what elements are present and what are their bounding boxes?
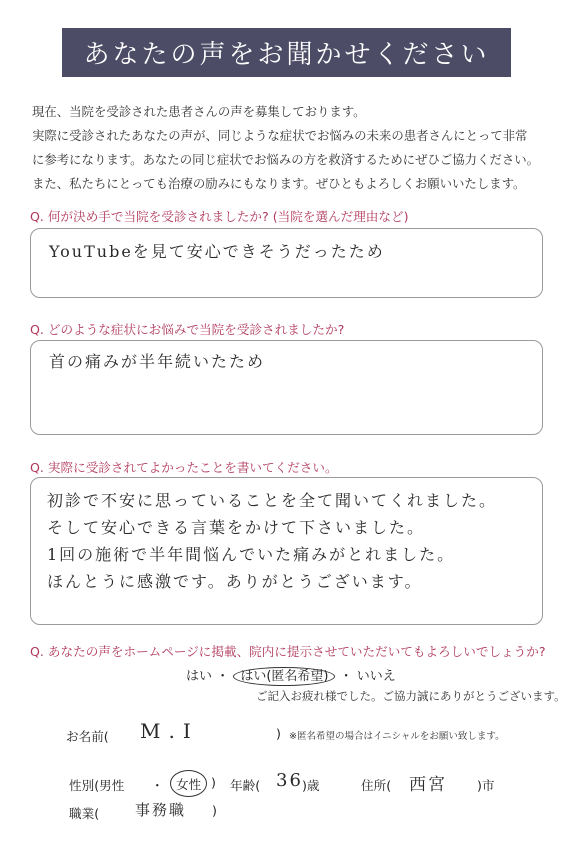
question-3-text: Q. 実際に受診されてよかったことを書いてください。: [30, 460, 338, 475]
gender-separator: ・: [151, 778, 164, 793]
question-3-label: [30, 457, 338, 476]
intro-text: [32, 100, 552, 196]
intro-line: また、私たちにとっても治療の励みにもなります。ぜひともよろしくお願いいたします。: [32, 176, 526, 191]
answer-2-line: 首の痛みが半年続いたため: [49, 352, 266, 371]
consent-separator: ・: [216, 669, 230, 684]
name-value[interactable]: M.I: [140, 719, 199, 743]
gender-close: ): [211, 775, 216, 790]
question-1-note: (当院を選んだ理由など): [272, 209, 409, 224]
age-label: 年齢(: [230, 778, 261, 793]
consent-option-anonymous[interactable]: はい(匿名希望): [233, 667, 335, 686]
address-close: )市: [477, 778, 495, 793]
answer-1-line: YouTubeを見て安心できそうだったため: [49, 242, 385, 261]
intro-line: 実際に受診されたあなたの声が、同じような症状でお悩みの未来の患者さんにとって非常: [32, 128, 528, 143]
consent-option-yes[interactable]: はい: [186, 669, 213, 684]
age-close: )歳: [302, 778, 320, 793]
consent-question-label: Q. あなたの声をホームページに掲載、院内に提示させていただいてもよろしいでしょうか?: [30, 644, 546, 659]
answer-3-line: 初診で不安に思っていることを全て聞いてくれました。: [47, 491, 498, 510]
occupation-value[interactable]: 事務職: [135, 801, 187, 819]
answer-3-line: ほんとうに感激です。ありがとうございます。: [47, 572, 423, 591]
question-1-label: [30, 206, 408, 225]
address-value[interactable]: 西宮: [409, 775, 447, 795]
question-2-label: [30, 319, 344, 338]
name-note: ※匿名希望の場合はイニシャルをお願い致します。: [289, 731, 505, 742]
gender-option-female[interactable]: 女性: [170, 770, 207, 797]
name-label: お名前(: [66, 729, 109, 744]
consent-options: [186, 665, 396, 684]
address-label: 住所(: [361, 778, 392, 793]
answer-3-line: 1回の施術で半年間悩んでいた痛みがとれました。: [47, 545, 456, 564]
occupation-label: 職業(: [69, 806, 100, 821]
page-title: あなたの声をお聞かせください: [62, 28, 511, 77]
gender-label: 性別(男性: [69, 778, 125, 793]
question-2-text: Q. どのような症状にお悩みで当院を受診されましたか?: [30, 322, 345, 337]
intro-line: に参考になります。あなたの同じ症状でお悩みの方を救済するためにぜひご協力ください。: [32, 152, 540, 167]
intro-line: 現在、当院を受診された患者さんの声を募集しております。: [32, 104, 366, 119]
thanks-message: ご記入お疲れ様でした。ご協力誠にありがとうございます。: [256, 689, 566, 703]
name-close: ): [276, 726, 281, 741]
occupation-close: ): [212, 803, 217, 818]
answer-box-2[interactable]: [30, 340, 543, 435]
answer-box-3[interactable]: [30, 477, 543, 625]
consent-option-no[interactable]: いいえ: [356, 669, 396, 684]
consent-separator: ・: [339, 669, 353, 684]
age-value[interactable]: 36: [276, 770, 303, 791]
question-1-text: Q. 何が決め手で当院を受診されましたか?: [30, 209, 269, 224]
answer-box-1[interactable]: [30, 228, 543, 298]
answer-3-line: そして安心できる言葉をかけて下さいました。: [47, 518, 426, 537]
